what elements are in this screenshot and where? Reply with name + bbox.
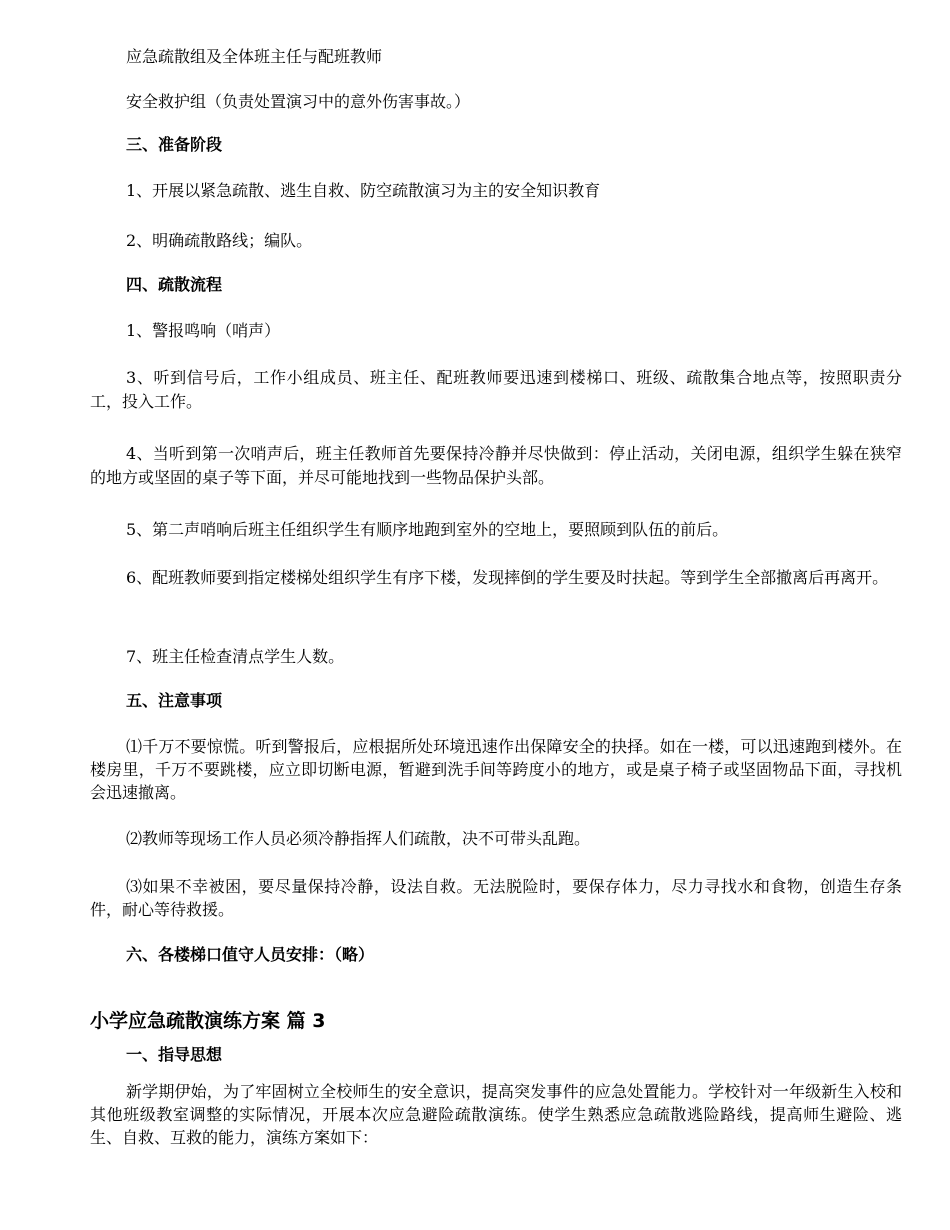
paragraph: 4、当听到第一次哨声后，班主任教师首先要保持冷静并尽快做到：停止活动，关闭电源，组织学生躲在狭窄的地方或坚固的桌子等下面，并尽可能地找到一些物品保护头部。 <box>90 444 902 487</box>
paragraph: 3、听到信号后，工作小组成员、班主任、配班教师要迅速到楼梯口、班级、疏散集合地点等，按照职责分工，投入工作。 <box>90 368 902 411</box>
paragraph: 5、第二声哨响后班主任组织学生有顺序地跑到室外的空地上，要照顾到队伍的前后。 <box>126 520 729 539</box>
paragraph: ⑴千万不要惊慌。听到警报后，应根据所处环境迅速作出保障安全的抉择。如在一楼，可以迅速跑到楼外。在楼房里，千万不要跳楼，应立即切断电源，暂避到洗手间等跨度小的地方，或是桌子椅子或坚固物品下面，寻找机会迅速撤离。 <box>90 737 902 802</box>
document-title: 小学应急疏散演练方案 篇 3 <box>90 1010 326 1032</box>
section-heading: 六、各楼梯口值守人员安排：（略） <box>126 945 375 964</box>
text-line: 1、警报鸣响（哨声） <box>126 321 281 340</box>
paragraph: ⑶如果不幸被困，要尽量保持冷静，设法自救。无法脱险时，要保存体力，尽力寻找水和食物，创造生存条件，耐心等待救援。 <box>90 877 902 919</box>
text-line: 1、开展以紧急疏散、逃生自救、防空疏散演习为主的安全知识教育 <box>126 181 601 200</box>
text-line: 7、班主任检查清点学生人数。 <box>126 647 345 666</box>
section-heading: 一、指导思想 <box>126 1045 223 1064</box>
text-line: 应急疏散组及全体班主任与配班教师 <box>126 47 383 66</box>
section-heading: 三、准备阶段 <box>126 135 223 154</box>
paragraph: ⑵教师等现场工作人员必须冷静指挥人们疏散，决不可带头乱跑。 <box>126 829 591 848</box>
text-line: 2、明确疏散路线；编队。 <box>126 231 313 250</box>
section-heading: 四、疏散流程 <box>126 275 223 294</box>
text-line: 安全救护组（负责处置演习中的意外伤害事故。） <box>126 92 471 111</box>
section-heading: 五、注意事项 <box>126 691 223 710</box>
paragraph: 6、配班教师要到指定楼梯处组织学生有序下楼，发现摔倒的学生要及时扶起。等到学生全部撤离后再离开。 <box>126 568 889 587</box>
paragraph: 新学期伊始，为了牢固树立全校师生的安全意识，提高突发事件的应急处置能力。学校针对一年级新生入校和其他班级教室调整的实际情况，开展本次应急避险疏散演练。使学生熟悉应急疏散逃险路线，提高师生避险、逃生、自救、互救的能力，演练方案如下： <box>90 1082 902 1147</box>
